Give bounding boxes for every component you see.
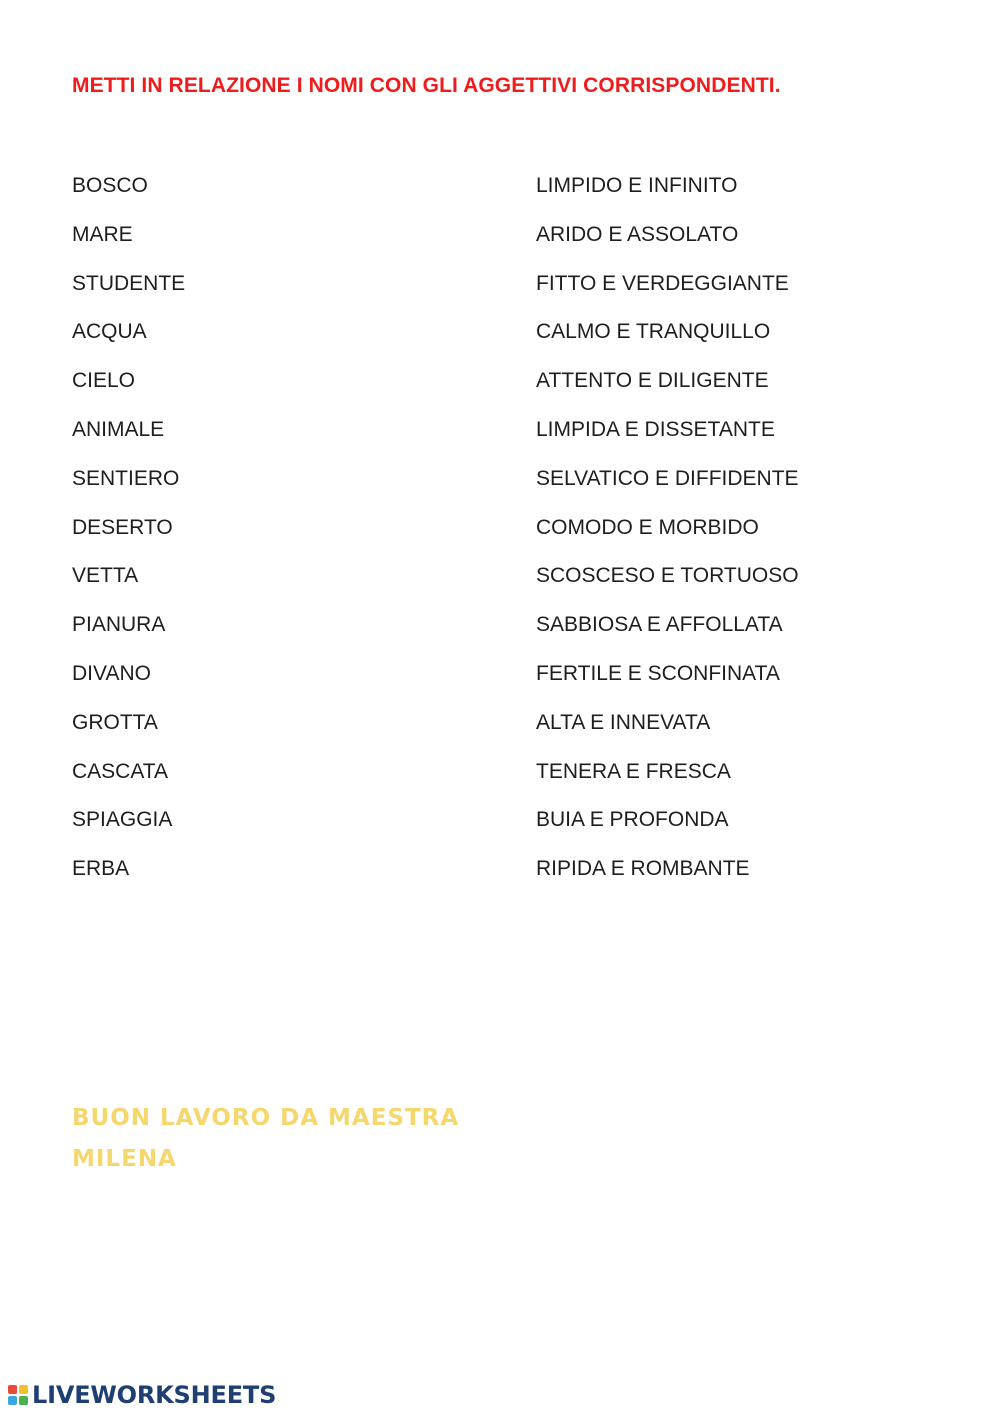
adjective-item: RIPIDA E ROMBANTE	[536, 857, 750, 881]
signoff-line-2: MILENA	[72, 1146, 177, 1172]
instruction-heading: METTI IN RELAZIONE I NOMI CON GLI AGGETTIVI CORRISPONDENTI.	[72, 74, 781, 97]
adjective-item: SCOSCESO E TORTUOSO	[536, 564, 799, 588]
noun-item: PIANURA	[72, 613, 166, 637]
adjective-item: CALMO E TRANQUILLO	[536, 320, 771, 344]
noun-item: CIELO	[72, 369, 136, 393]
noun-item: BOSCO	[72, 174, 148, 197]
adjective-item: LIMPIDA E DISSETANTE	[536, 417, 775, 441]
noun-item: ERBA	[72, 857, 130, 881]
noun-item: DESERTO	[72, 515, 173, 539]
noun-item: SPIAGGIA	[72, 808, 173, 832]
adjective-item: SELVATICO E DIFFIDENTE	[536, 466, 799, 490]
logo-square	[8, 1396, 17, 1405]
nouns-list	[72, 172, 185, 904]
adjective-item: ALTA E INNEVATA	[536, 710, 711, 734]
adjective-item: ARIDO E ASSOLATO	[536, 222, 739, 246]
liveworksheets-logo-icon	[8, 1385, 28, 1405]
noun-item: DIVANO	[72, 661, 151, 685]
noun-item: CASCATA	[72, 759, 169, 783]
logo-square	[19, 1396, 28, 1405]
adjective-item: BUIA E PROFONDA	[536, 808, 729, 832]
noun-item: ACQUA	[72, 320, 147, 344]
logo-square	[19, 1385, 28, 1394]
noun-item: MARE	[72, 222, 133, 246]
logo-square	[8, 1385, 17, 1394]
noun-item: VETTA	[72, 564, 139, 588]
brand-footer	[8, 1381, 276, 1409]
noun-item: STUDENTE	[72, 271, 186, 295]
brand-name: LIVEWORKSHEETS	[32, 1381, 277, 1409]
adjective-item: LIMPIDO E INFINITO	[536, 174, 738, 197]
adjective-item: SABBIOSA E AFFOLLATA	[536, 613, 783, 637]
adjective-item: TENERA E FRESCA	[536, 759, 731, 783]
adjective-item: COMODO E MORBIDO	[536, 515, 759, 539]
adjective-item: FITTO E VERDEGGIANTE	[536, 271, 789, 295]
noun-item: SENTIERO	[72, 466, 180, 490]
adjective-item: ATTENTO E DILIGENTE	[536, 369, 769, 393]
noun-item: ANIMALE	[72, 417, 165, 441]
signoff-line-1: BUON LAVORO DA MAESTRA	[72, 1105, 460, 1131]
noun-item: GROTTA	[72, 710, 158, 734]
adjective-item: FERTILE E SCONFINATA	[536, 661, 780, 685]
adjectives-list	[536, 172, 799, 904]
teacher-signoff	[72, 1098, 502, 1180]
